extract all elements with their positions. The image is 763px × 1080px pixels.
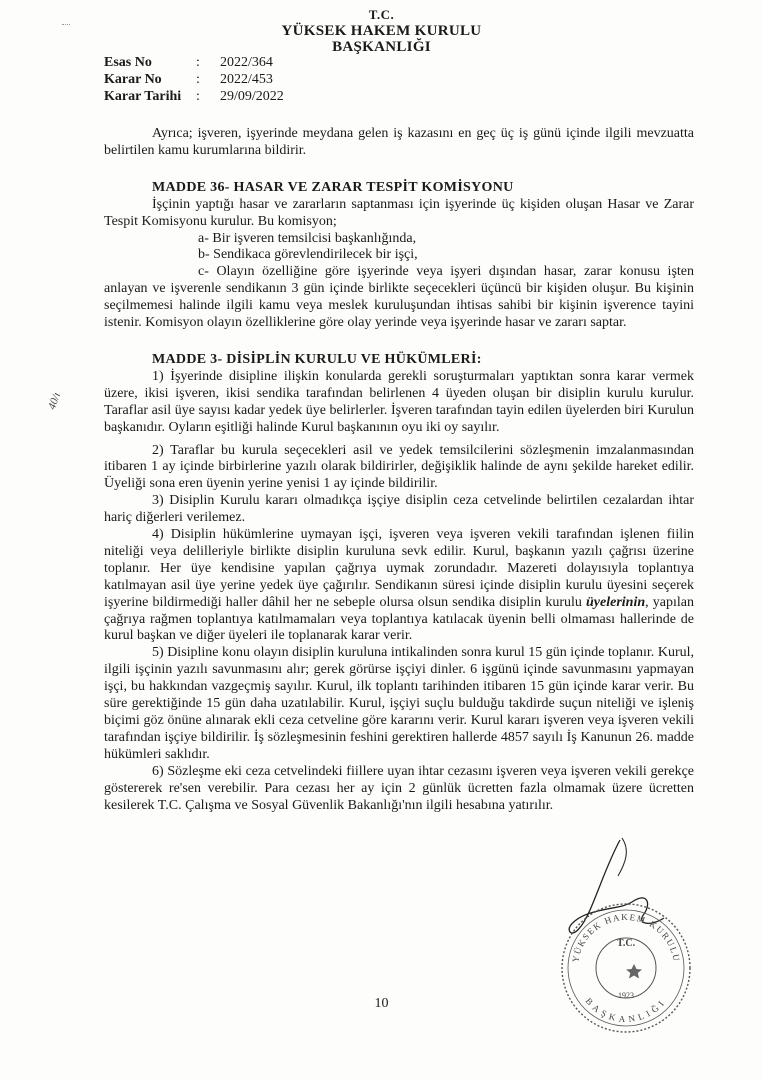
meta-value: 2022/453: [220, 72, 273, 87]
document-body: [104, 126, 694, 814]
handwritten-margin-note: 40/ı: [45, 390, 64, 412]
header-tc: T.C.: [368, 7, 395, 22]
meta-label: Karar Tarihi: [104, 89, 182, 104]
meta-row-esas: [104, 54, 284, 71]
seal-bottom-text: BAŞKANLIĞI: [583, 995, 669, 1025]
article-36-heading: MADDE 36- HASAR VE ZARAR TESPİT KOMİSYONU: [152, 179, 514, 195]
clause-4-emphasis: üyelerinin: [586, 594, 646, 610]
header-org-line1: YÜKSEK HAKEM KURULU: [281, 23, 482, 39]
meta-sep: :: [196, 55, 200, 70]
meta-value: 29/09/2022: [220, 89, 284, 104]
page-number: 10: [374, 996, 389, 1011]
article-36-item-b: b- Sendikaca görevlendirilecek bir işçi,: [198, 247, 418, 263]
article-3-clause-6: 6) Sözleşme eki ceza cetvelindeki fiillere uyan ihtar cezasını işveren veya işveren vekili gerekçe göstererek re'sen verebilir. Para cezası her ay için 2 günlük ücretten fazla olmamak üzere ücretten kesilerek T.C. Çalışma ve Sosyal Güvenlik Bakanlığı'nın ilgili hesabına yatırılır.: [104, 763, 694, 813]
meta-sep: :: [196, 72, 200, 87]
clause-4-text-b: , yapılan çağrıya rağmen toplantıya katılmamaları veya toplantıya katılacak üyenin belli olmaması hallerinde de kurul başkan ve diğer üyeleri ile toplanarak karar verir.: [104, 594, 694, 644]
star-icon: [626, 964, 642, 979]
meta-sep: :: [196, 89, 200, 104]
meta-value: 2022/364: [220, 55, 273, 70]
article-3-clause-1: 1) İşyerinde disipline ilişkin konularda gerekli soruşturmaları yaptıktan sonra karar vermek üzere, ikisi işveren, ikisi sendika tarafından belirlenen 4 üyeden oluşan bir disiplin kurulu kurulur. Taraflar asil üye sayısı kadar yedek üye belirlerler. İşveren tarafından tayin edilen üyelerden biri Kurulun başkanıdır. Oyların eşitliği halinde Kurul başkanının oyu iki oy sayılır.: [104, 368, 694, 435]
article-3-clause-2: 2) Taraflar bu kurula seçecekleri asil ve yedek temsilcilerini sözleşmenin imzalanmasından itibaren 1 ay içinde birbirlerine yazılı olarak bildirirler, değişiklik halinde de aynı şekilde hareket edilir. Üyeliği sona eren üyenin yerine yenisi 1 ay içinde bildirilir.: [104, 442, 694, 492]
document-header: [0, 7, 763, 55]
article-3-clause-5: 5) Disipline konu olayın disiplin kuruluna intikalinden sonra kurul 15 gün içinde toplanır. Kurul, ilgili işçinin yazılı savunmasını alır; gerek görürse işçiyi dinler. 6 işgünü içinde savunmasını yapmayan işçi, bu hakkından vazgeçmiş sayılır. Kurul, ilk toplantı tarihinden itibaren 15 gün içinde karar verir. Bu süre gerektiğinde 15 gün daha uzatılabilir. Kurul, işçiyi suçlu bulduğu takdirde suçun niteliği ve işleniş biçimi göz önüne alınarak ekli ceza cetveline göre kararını verir. Kurul kararı işveren veya işveren vekili tarafından işçiye bildirilir. İş sözleşmesinin feshini gerektiren hallerde 4857 sayılı İş Kanunun 26. madde hükümleri saklıdır.: [104, 645, 694, 762]
official-seal: [558, 900, 694, 1036]
crescent-icon: [604, 956, 618, 984]
meta-label: Esas No: [104, 55, 152, 70]
article-36-paragraph: İşçinin yaptığı hasar ve zararların saptanması için işyerinde üç kişiden oluşan Hasar ve Zarar Tespit Komisyonu kurulur. Bu komisyon;: [104, 196, 694, 229]
article-3-clause-4: [104, 527, 694, 645]
case-meta: [104, 54, 284, 105]
header-org-line2: BAŞKANLIĞI: [332, 39, 431, 55]
article-36-item-c: c- Olayın özelliğine göre işyerinde veya işyeri dışından hasar, zarar konusu işten anlayan ve işverenle sendikanın 3 gün içinde birlikte seçecekleri üçüncü bir kişiden oluşur. Bu kişinin seçilmemesi halinde ilgili kamu veya meslek kuruluşundan ihtisas sahibi bir kişinin işverence tayini istenir. Komisyon olayın özelliklerine göre olay yerinde veya işyerinde hasar ve zararı saptar.: [104, 264, 694, 331]
intro-paragraph: Ayrıca; işveren, işyerinde meydana gelen iş kazasını en geç üç iş günü içinde ilgili mevzuatta belirtilen kamu kurumlarına bildirir.: [104, 126, 694, 158]
seal-year: 1923: [618, 991, 634, 1000]
meta-row-tarih: [104, 88, 284, 105]
article-3-heading: MADDE 3- DİSİPLİN KURULU VE HÜKÜMLERİ:: [152, 351, 482, 367]
article-3-clause-3: 3) Disiplin Kurulu kararı olmadıkça işçiye disiplin ceza cetvelinde belirtilen cezalardan ihtar hariç diğerleri verilemez.: [104, 493, 694, 526]
seal-top-text: YÜKSEK HAKEM KURULU: [570, 911, 682, 964]
meta-row-karar: [104, 71, 284, 88]
meta-label: Karar No: [104, 72, 162, 87]
article-36-item-a: a- Bir işveren temsilcisi başkanlığında,: [198, 230, 417, 246]
clause-4-text-a: 4) Disiplin hükümlerine uymayan işçi, işveren veya işveren vekili tarafından işlenen fiilin niteliği veya delilleriyle birlikte disiplin kuruluna sevk edilir. Kurul, başkanın yazılı çağrısı üzerine toplanır. Her üye kendisine yapılan çağrıya uymak zorundadır. Mazereti dolayısıyla toplantıya katılmayan asil üye yerine yedek üye çağırılır. Sendikanın süresi içinde disiplin kurulu üyesini seçerek işyerine bildirmediği haller dâhil her ne sebeple olursa olsun sendika disiplin kurulu: [104, 527, 694, 610]
seal-initials: T.C.: [616, 938, 636, 949]
